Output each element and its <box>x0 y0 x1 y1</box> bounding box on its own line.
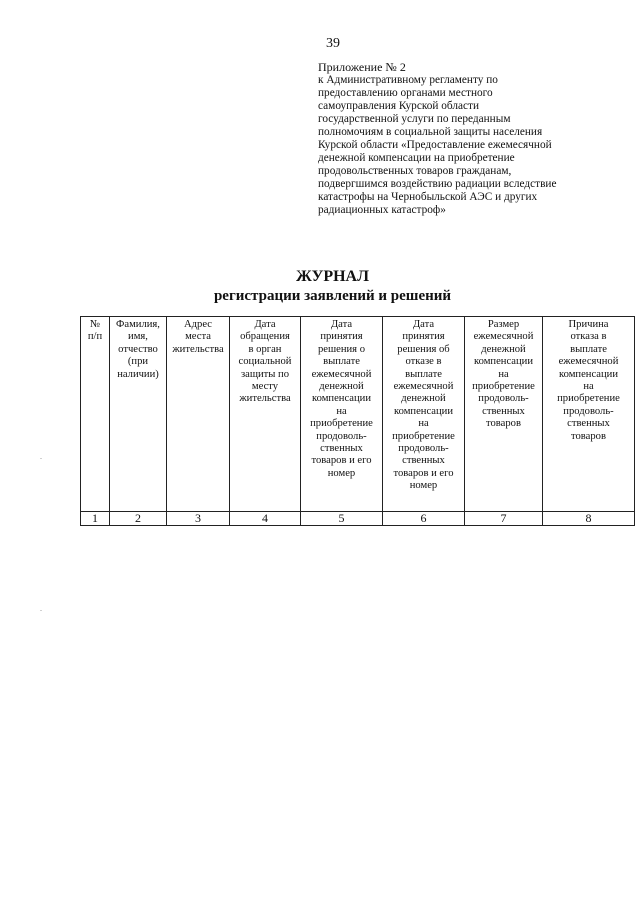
page-number: 39 <box>326 36 340 51</box>
column-number-cell: 1 <box>81 512 110 526</box>
column-number-cell: 4 <box>230 512 301 526</box>
header-cell-approval-date: Дата принятия решения о выплате ежемесячной денежной компенсации на приобретение продоволь- ственных товаров и его номер <box>301 317 383 512</box>
appendix-line: подвергшимся воздействию радиации вследствие <box>318 178 557 190</box>
appendix-line: полномочиям в социальной защиты населения <box>318 126 543 138</box>
journal-title: ЖУРНАЛ <box>295 268 370 285</box>
appendix-line: радиационных катастроф» <box>318 204 446 216</box>
header-cell-address: Адрес места жительства <box>167 317 230 512</box>
column-number-cell: 3 <box>167 512 230 526</box>
header-cell-amount: Размер ежемесячной денежной компенсации на приобретение продоволь- ственных товаров <box>465 317 543 512</box>
column-number-cell: 2 <box>110 512 167 526</box>
appendix-line: к Административному регламенту по <box>318 74 498 86</box>
header-cell-application-date: Дата обращения в орган социальной защиты по месту жительства <box>230 317 301 512</box>
appendix-title: Приложение № 2 <box>318 60 406 74</box>
column-number-cell: 7 <box>465 512 543 526</box>
appendix-line: предоставлению органами местного <box>318 87 493 99</box>
appendix-line: денежной компенсации на приобретение <box>318 152 515 164</box>
registration-table <box>80 316 635 526</box>
header-cell-refusal-reason: Причина отказа в выплате ежемесячной компенсации на приобретение продоволь- ственных товаров <box>543 317 635 512</box>
table-column-numbers-row <box>81 512 635 526</box>
column-number-cell: 8 <box>543 512 635 526</box>
appendix-line: самоуправления Курской области <box>318 100 480 112</box>
appendix-line: продовольственных товаров гражданам, <box>318 165 512 177</box>
appendix-line: катастрофы на Чернобыльской АЭС и других <box>318 191 538 203</box>
journal-subtitle: регистрации заявлений и решений <box>213 288 452 304</box>
header-cell-full-name: Фамилия, имя, отчество (при наличии) <box>110 317 167 512</box>
appendix-block <box>318 61 598 217</box>
column-number-cell: 5 <box>301 512 383 526</box>
appendix-line: Курской области «Предоставление ежемесячной <box>318 139 552 151</box>
column-number-cell: 6 <box>383 512 465 526</box>
scan-mark: . <box>40 604 42 613</box>
table-header-row <box>81 317 635 512</box>
scan-mark: . <box>40 452 42 461</box>
header-cell-number: № п/п <box>81 317 110 512</box>
appendix-line: государственной услуги по переданным <box>318 113 511 125</box>
header-cell-refusal-date: Дата принятия решения об отказе в выплате ежемесячной денежной компенсации на приобретение продоволь- ственных товаров и его номер <box>383 317 465 512</box>
